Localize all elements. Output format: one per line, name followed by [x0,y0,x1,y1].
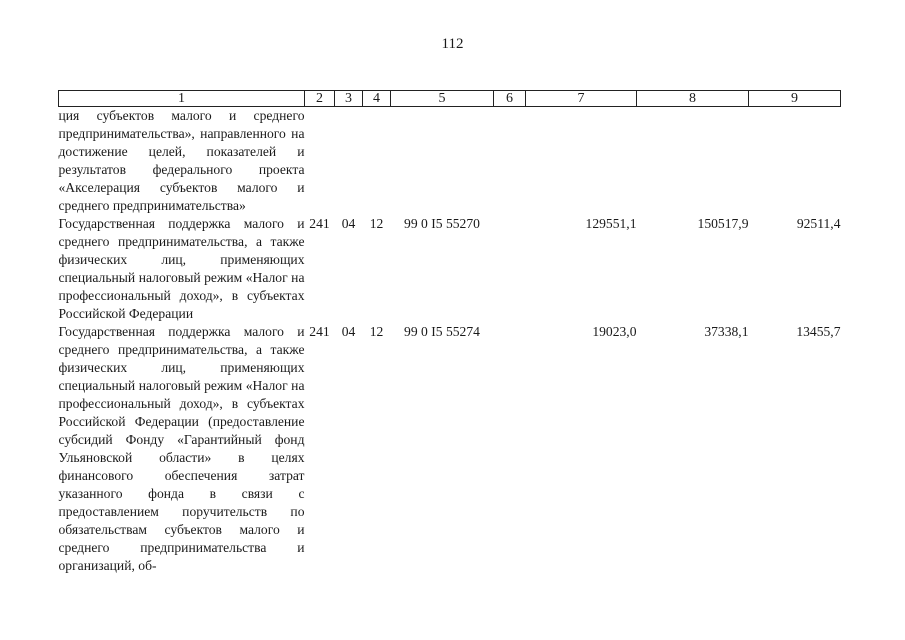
cell-col-3: 04 [341,324,356,339]
table-row [59,215,841,323]
budget-table [58,90,841,575]
cell-col-2: 241 [309,216,330,231]
cell-col-5: 99 0 I5 55274 [404,324,480,339]
cell-col-9: 92511,4 [796,216,841,231]
header-row [59,91,841,107]
cell-col-6 [494,215,526,323]
cell-col-8: 150517,9 [697,216,749,231]
column-header-9: 9 [749,91,841,107]
cell-col-8 [637,107,749,216]
cell-col-9 [749,107,841,216]
cell-col-3 [335,107,363,216]
page-number: 112 [441,36,464,52]
cell-col-7: 19023,0 [592,324,637,339]
cell-col-2 [305,107,335,216]
column-header-2: 2 [305,91,335,107]
cell-col-3: 04 [341,216,356,231]
column-header-8: 8 [637,91,749,107]
row-description: Государственная поддержка малого и среднего предпринимательства, а также физических лиц, применяющих специальный налоговый режим «Налог на профессиональный доход», в субъектах Российской Федерации (предоставление субсидий Фонду «Гарантийный фонд Ульяновской области» в целях финансового обеспечения затрат указанного фонда в связи с предоставлением поручительств по обязательствам субъектов малого и среднего предпринимательства и организаций, об- [58,324,305,573]
table-row [59,323,841,575]
cell-col-6 [494,323,526,575]
row-description: Государственная поддержка малого и среднего предпринимательства, а также физических лиц, применяющих специальный налоговый режим «Налог на профессиональный доход», в субъектах Российской Федерации [58,216,305,321]
cell-col-2: 241 [309,324,330,339]
cell-col-4: 12 [369,216,384,231]
column-header-3: 3 [335,91,363,107]
cell-col-5: 99 0 I5 55270 [404,216,480,231]
row-description: ция субъектов малого и среднего предпринимательства», направленного на достижение целей, показателей и результатов федерального проекта «Акселерация субъектов малого и среднего предпринимательства» [58,108,305,213]
column-header-1: 1 [59,91,305,107]
cell-col-4 [363,107,391,216]
cell-col-7 [526,107,637,216]
cell-col-7: 129551,1 [585,216,637,231]
column-header-4: 4 [363,91,391,107]
column-header-6: 6 [494,91,526,107]
column-header-7: 7 [526,91,637,107]
column-header-5: 5 [391,91,494,107]
cell-col-8: 37338,1 [704,324,749,339]
cell-col-9: 13455,7 [796,324,841,339]
cell-col-5 [391,107,494,216]
cell-col-4: 12 [369,324,384,339]
cell-col-6 [494,107,526,216]
table-row [59,107,841,216]
